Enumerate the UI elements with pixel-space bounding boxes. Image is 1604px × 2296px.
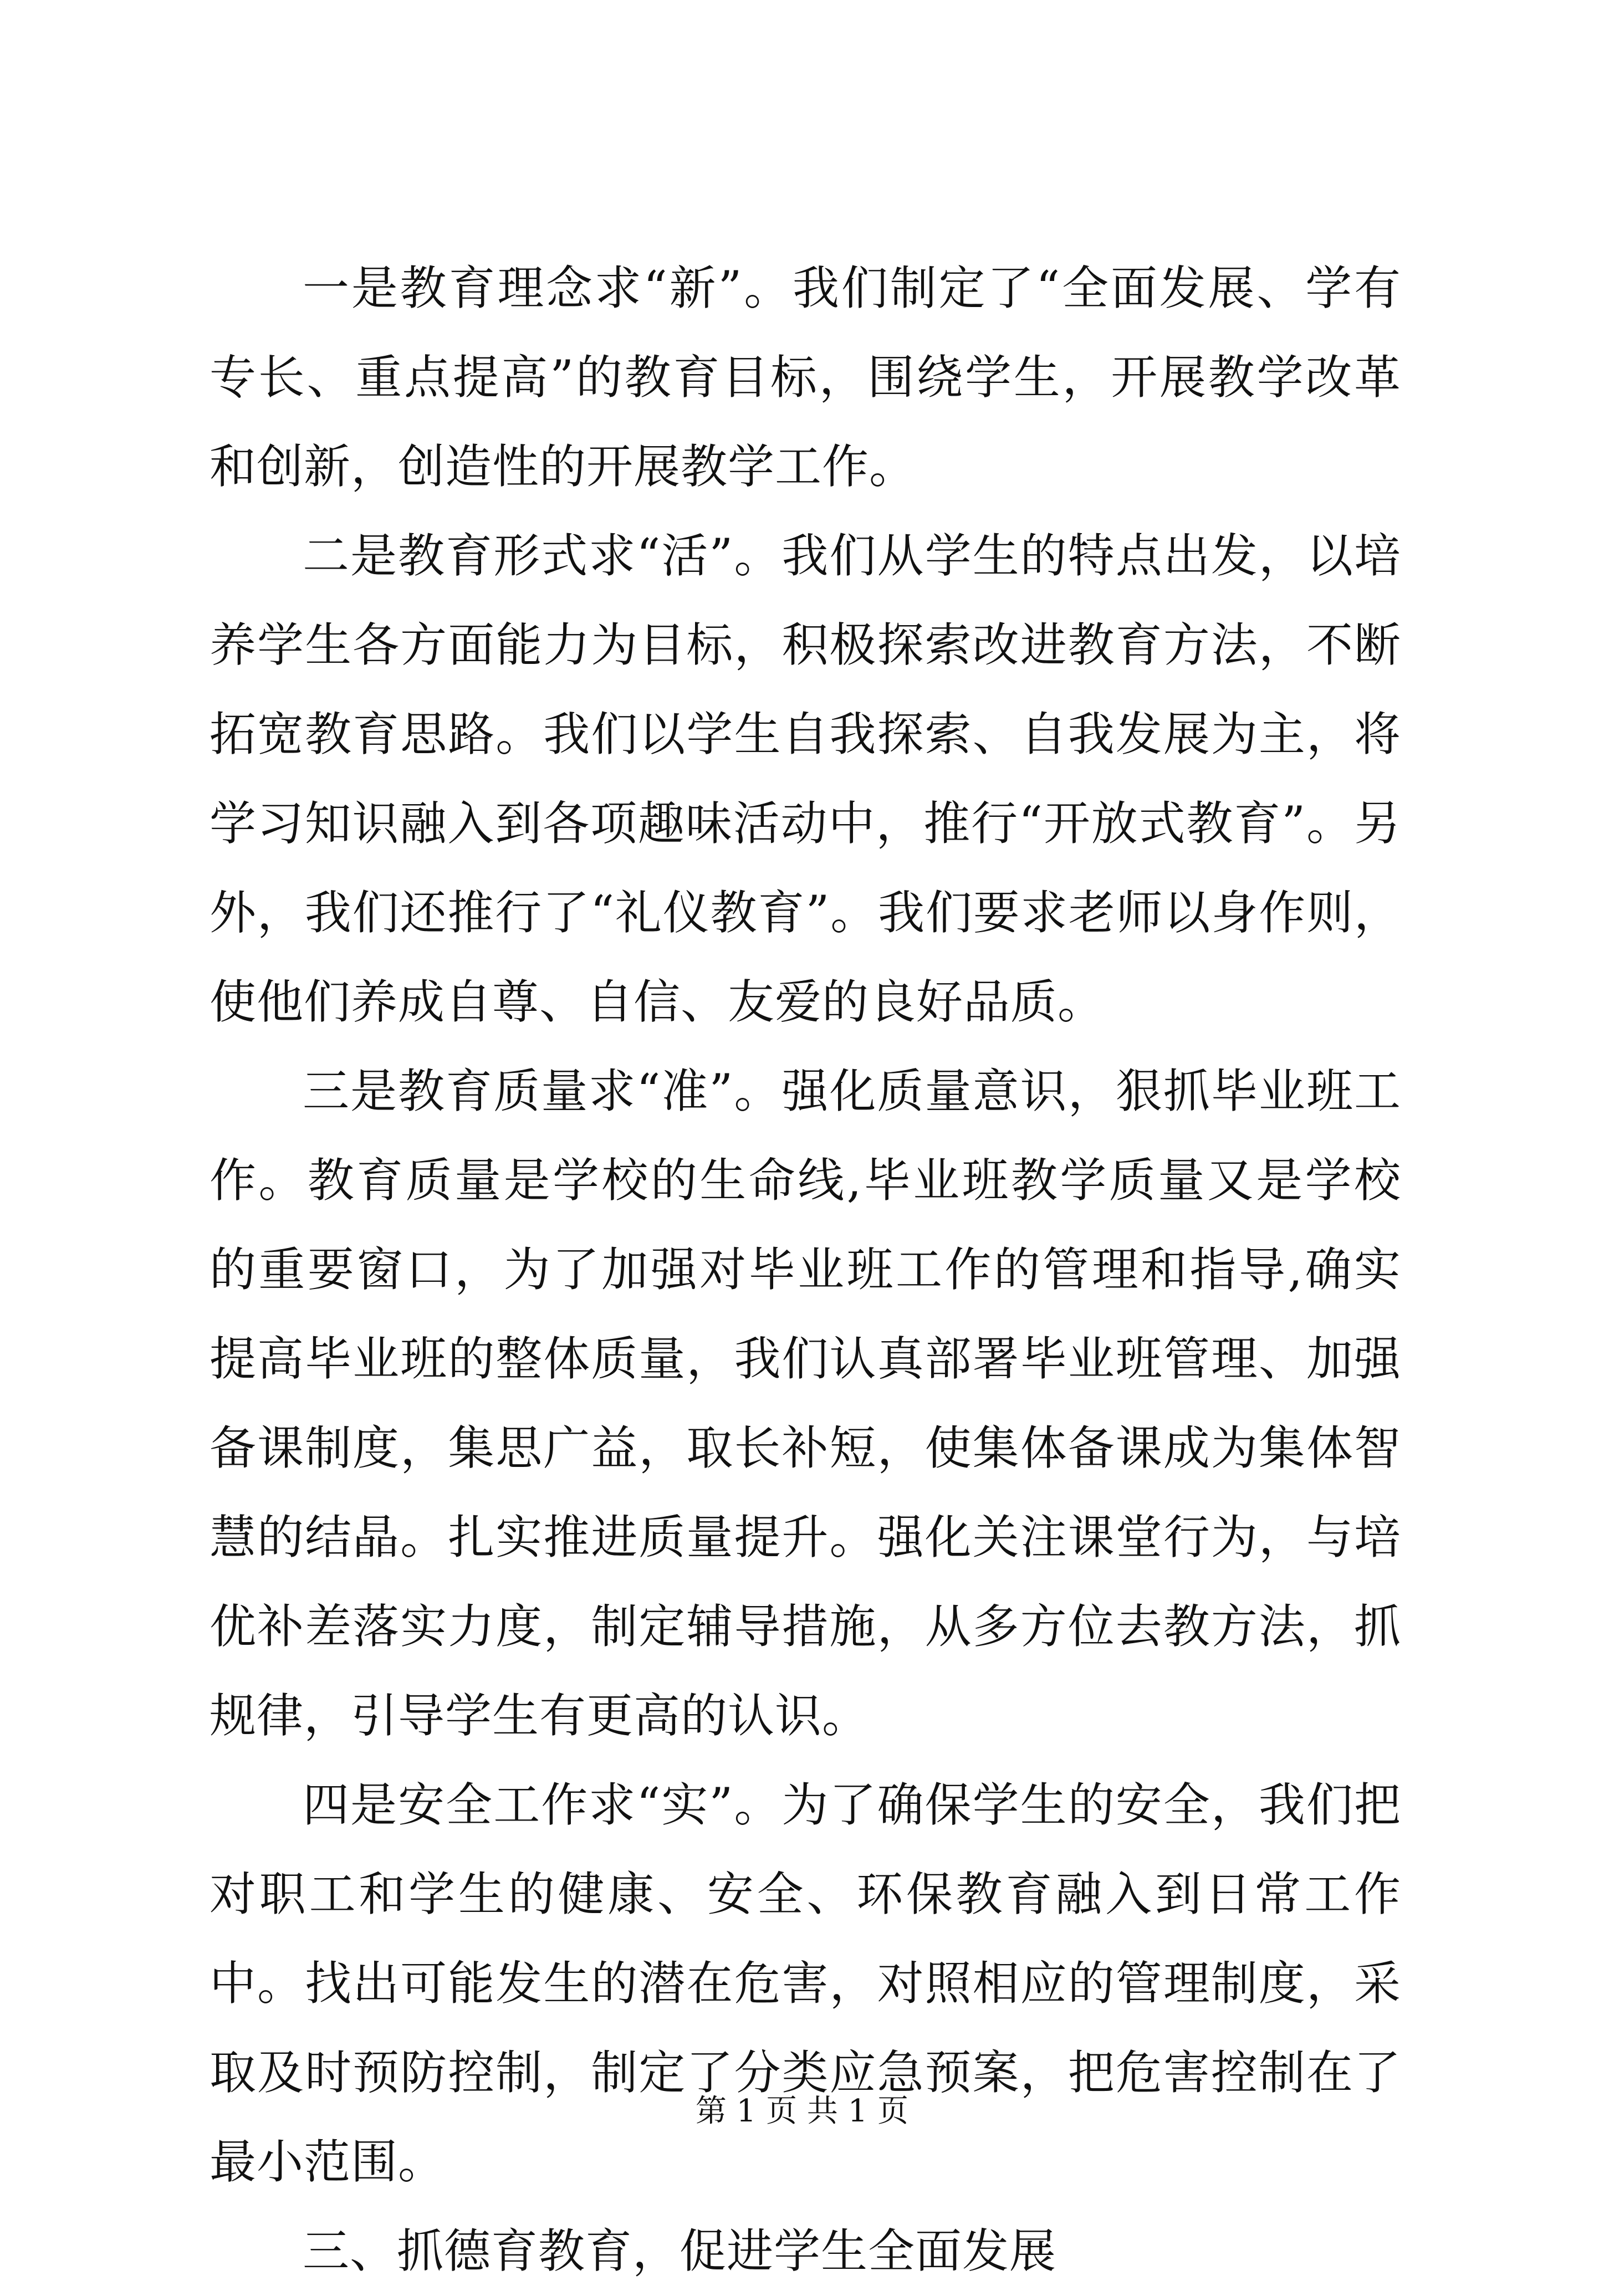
paragraph-safety-work: 四是安全工作求“实”。为了确保学生的安全，我们把对职工和学生的健康、安全、环保教育融入到日常工作中。找出可能发生的潜在危害，对照相应的管理制度，采取及时预防控制，制定了分类应急预案，把危害控制在了最小范围。 xyxy=(210,1778,1401,2189)
paragraph-education-form: 二是教育形式求“活”。我们从学生的特点出发，以培养学生各方面能力为目标，积极探索改进教育方法，不断拓宽教育思路。我们以学生自我探索、自我发展为主，将学习知识融入到各项趣味活动中，推行“开放式教育”。另外，我们还推行了“礼仪教育”。我们要求老师以身作则，使他们养成自尊、自信、友爱的良好品质。 xyxy=(210,529,1401,1029)
document-body xyxy=(210,244,1401,2296)
section-heading-moral-education: 三、抓德育教育，促进学生全面发展 xyxy=(303,2224,1057,2278)
paragraph-education-quality: 三是教育质量求“准”。强化质量意识，狠抓毕业班工作。教育质量是学校的生命线,毕业班教学质量又是学校的重要窗口，为了加强对毕业班工作的管理和指导,确实提高毕业班的整体质量，我们认真部署毕业班管理、加强备课制度，集思广益，取长补短，使集体备课成为集体智慧的结晶。扎实推进质量提升。强化关注课堂行为，与培优补差落实力度，制定辅导措施，从多方位去教方法，抓规律，引导学生有更高的认识。 xyxy=(210,1064,1401,1743)
page-footer: 第 1 页 共 1 页 xyxy=(695,2093,909,2129)
paragraph-education-concept: 一是教育理念求“新”。我们制定了“全面发展、学有专长、重点提高”的教育目标，围绕学生，开展教学改革和创新，创造性的开展教学工作。 xyxy=(210,261,1401,494)
